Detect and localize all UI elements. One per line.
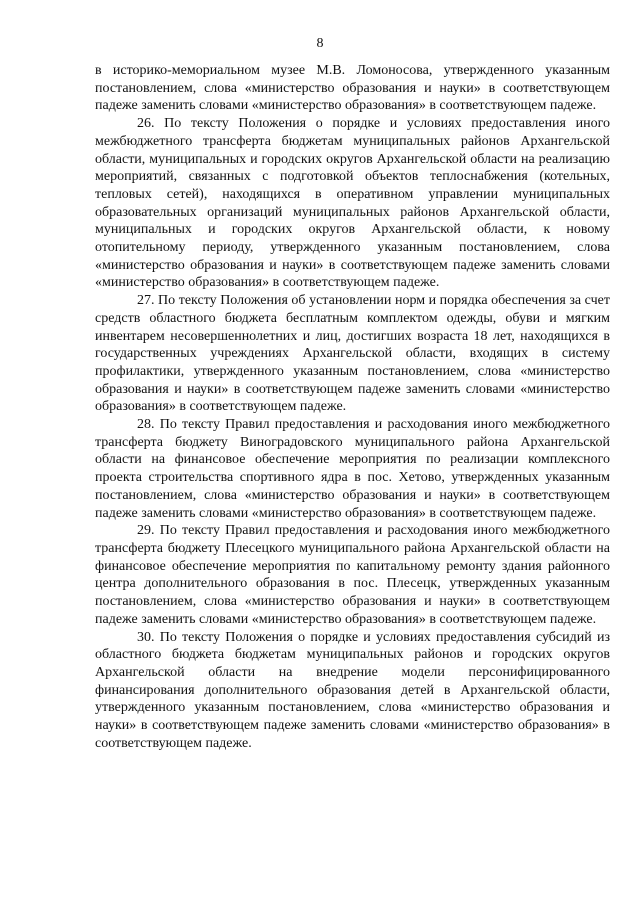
paragraph-continuation: в историко-мемориальном музее М.В. Ломоносова, утвержденного указанным постановлением, слова «министерство образования и науки» в соответствующем падеже заменить словами «министерство образования» в соответствующем падеже. — [95, 63, 610, 114]
paragraph-item-27: 27. По тексту Положения об установлении норм и порядка обеспечения за счет средств областного бюджета бесплатным комплектом одежды, обуви и мягким инвентарем несовершеннолетних и лиц, достигших возраста 18 лет, находящихся в государственных учреждениях Архангельской области, входящих в систему профилактики, утвержденного указанным постановлением, слова «министерство образования и науки» в соответствующем падеже заменить словами «министерство образования» в соответствующем падеже. — [95, 293, 610, 415]
paragraph-item-28: 28. По тексту Правил предоставления и расходования иного межбюджетного трансферта бюджету Виноградовского муниципального района Архангельской области на финансовое обеспечение мероприятия по реализации комплексного проекта строительства спортивного ядра в пос. Хетово, утвержденных указанным постановлением, слова «министерство образования и науки» в соответствующем падеже заменить словами «министерство образования» в соответствующем падеже. — [95, 417, 610, 521]
page-number: 8 — [316, 36, 324, 51]
document-body — [95, 62, 610, 752]
paragraph-item-26: 26. По тексту Положения о порядке и условиях предоставления иного межбюджетного трансферта бюджетам муниципальных районов Архангельской области, муниципальных и городских округов Архангельской области на реализацию мероприятий, связанных с подготовкой объектов теплоснабжения (котельных, тепловых сетей), находящихся в оперативном управлении муниципальных образовательных организаций муниципальных районов Архангельской области, муниципальных и городских округов Архангельской области, к новому отопительному периоду, утвержденного указанным постановлением, слова «министерство образования и науки» в соответствующем падеже заменить словами «министерство образования» в соответствующем падеже. — [95, 116, 610, 291]
paragraph-item-29: 29. По тексту Правил предоставления и расходования иного межбюджетного трансферта бюджету Плесецкого муниципального района Архангельской области на финансовое обеспечение мероприятия по капитальному ремонту здания районного центра дополнительного образования в пос. Плесецк, утвержденных указанным постановлением, слова «министерство образования и науки» в соответствующем падеже заменить словами «министерство образования» в соответствующем падеже. — [95, 523, 610, 627]
paragraph-item-30: 30. По тексту Положения о порядке и условиях предоставления субсидий из областного бюджета бюджетам муниципальных районов и городских округов Архангельской области на внедрение модели персонифицированного финансирования дополнительного образования детей в Архангельской области, утвержденного указанным постановлением, слова «министерство образования и науки» в соответствующем падеже заменить словами «министерство образования» в соответствующем падеже. — [95, 629, 610, 751]
